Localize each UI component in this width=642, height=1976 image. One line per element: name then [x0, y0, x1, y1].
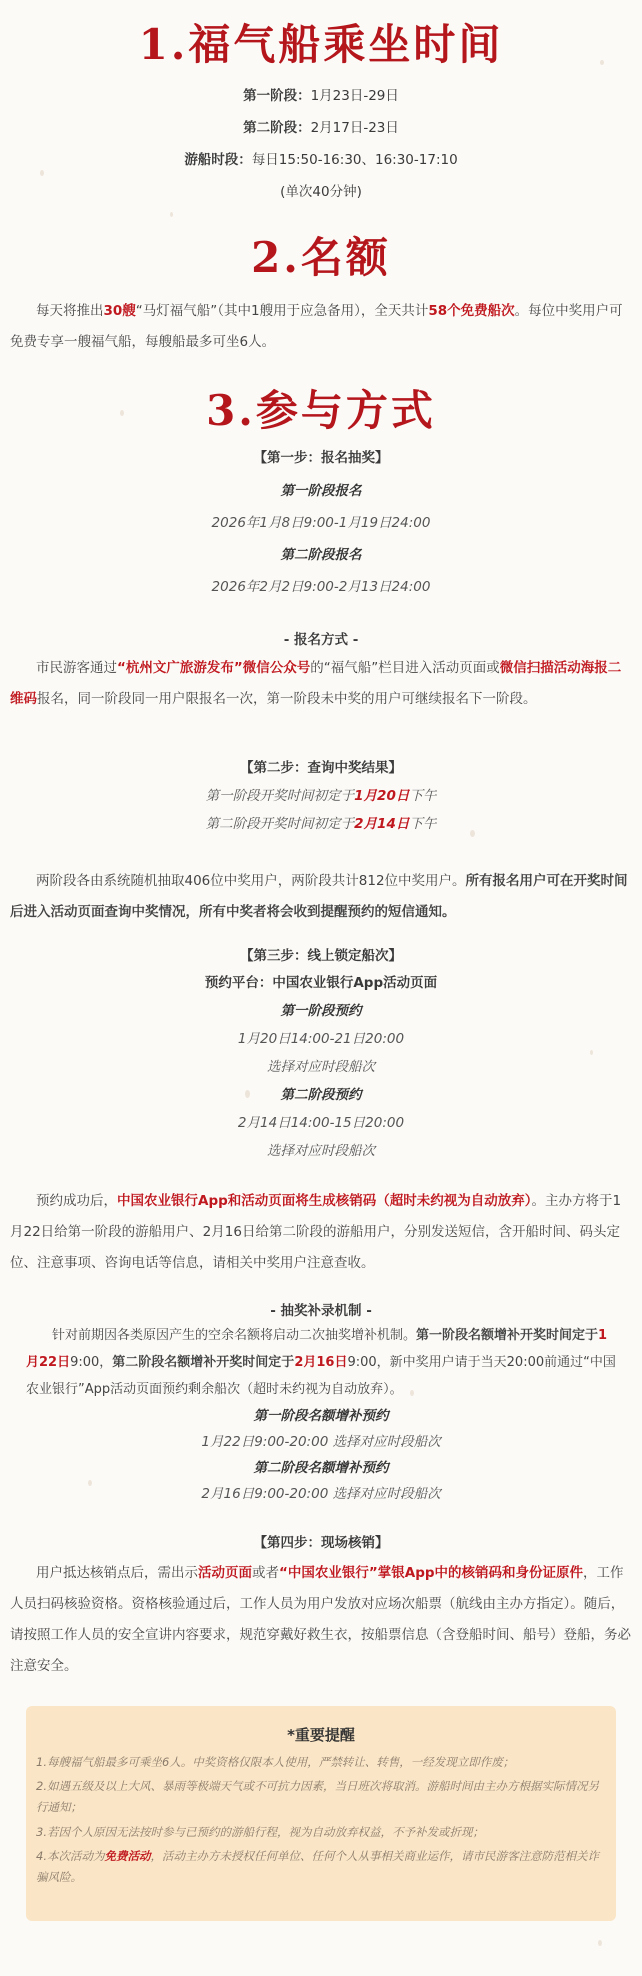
phase1-schedule: 第一阶段：1月23日-29日 — [243, 88, 399, 104]
notice-item-3: 3.若因个人原因无法按时参与已预约的游船行程，视为自动放弃权益，不予补发或折现； — [36, 1825, 484, 1839]
reg-phase2-title: 第二阶段报名 — [280, 547, 362, 563]
reg-method-title: - 报名方式 - — [283, 632, 359, 648]
reg-method-paragraph: 市民游客通过“杭州文广旅游发布”微信公众号的“福气船”栏目进入活动页面或微信扫描活动海报二维码报名，同一阶段同一用户限报名一次，第一阶段未中奖的用户可继续报名下一阶段。 — [10, 660, 622, 707]
section-title-schedule: 1.福气船乘坐时间 — [138, 20, 504, 69]
notice-item-2: 2.如遇五级及以上大风、暴雨等极端天气或不可抗力因素，当日班次将取消。游船时间由主办方根据实际情况另行通知； — [36, 1779, 599, 1814]
booking-success-paragraph: 预约成功后，中国农业银行App和活动页面将生成核销码（超时未约视为自动放弃）。主办方将于1月22日给第一阶段的游船用户、2月16日给第二阶段的游船用户，分别发送短信，含开船时间、码头定位、注意事项、咨询电话等信息，请相关中奖用户注意查收。 — [10, 1193, 622, 1271]
booking-platform: 预约平台：中国农业银行App活动页面 — [204, 975, 438, 991]
section-title-participation: 3.参与方式 — [206, 386, 436, 435]
cruise-slots: 游船时段：每日15:50-16:30、16:30-17:10 — [184, 152, 458, 168]
draw-phase2: 第二阶段开奖时间初定于2月14日下午 — [205, 816, 437, 832]
makeup-phase2-title: 第二阶段名额增补预约 — [253, 1460, 389, 1476]
notice-item-1: 1.每艘福气船最多可乘坐6人。中奖资格仅限本人使用，严禁转让、转售，一经发现立即作废； — [36, 1755, 515, 1769]
booking-phase2-title: 第二阶段预约 — [280, 1087, 362, 1103]
step1-heading: 【第一步：报名抽奖】 — [253, 450, 389, 466]
reg-phase1-title: 第一阶段报名 — [280, 483, 362, 499]
verification-paragraph: 用户抵达核销点后，需出示活动页面或者“中国农业银行”掌银App中的核销码和身份证原件，工作人员扫码核验资格。资格核验通过后，工作人员为用户发放对应场次船票（航线由主办方指定）。随后，请按照工作人员的安全宣讲内容要求，规范穿戴好救生衣，按船票信息（含登船时间、船号）登船，务必注意安全。 — [10, 1565, 631, 1674]
booking-phase1-time: 1月20日14:00-21日20:00 — [237, 1031, 405, 1047]
winners-paragraph: 两阶段各由系统随机抽取406位中奖用户，两阶段共计812位中奖用户。所有报名用户可在开奖时间后进入活动页面查询中奖情况，所有中奖者将会收到提醒预约的短信通知。 — [10, 873, 628, 920]
important-notice-box — [26, 1706, 616, 1921]
reg-phase1-time: 2026年1月8日9:00-1月19日24:00 — [211, 515, 431, 531]
decor-speck — [590, 1050, 593, 1055]
booking-phase2-note: 选择对应时段船次 — [267, 1143, 375, 1159]
step4-heading: 【第四步：现场核销】 — [253, 1535, 389, 1551]
makeup-title: - 抽奖补录机制 - — [270, 1303, 372, 1319]
phase2-schedule: 第二阶段：2月17日-23日 — [243, 120, 399, 136]
decor-speck — [598, 1940, 602, 1946]
draw-phase1: 第一阶段开奖时间初定于1月20日下午 — [205, 788, 437, 804]
booking-phase1-title: 第一阶段预约 — [280, 1003, 362, 1019]
notice-item-4: 4.本次活动为免费活动，活动主办方未授权任何单位、任何个人从事相关商业运作，请市民游客注意防范相关诈骗风险。 — [36, 1849, 599, 1884]
makeup-phase1-title: 第一阶段名额增补预约 — [253, 1408, 389, 1424]
reg-phase2-time: 2026年2月2日9:00-2月13日24:00 — [211, 579, 431, 595]
step2-heading: 【第二步：查询中奖结果】 — [240, 760, 402, 776]
makeup-phase1-time: 1月22日9:00-20:00 选择对应时段船次 — [201, 1434, 441, 1450]
decor-speck — [170, 212, 173, 217]
makeup-paragraph: 针对前期因各类原因产生的空余名额将启动二次抽奖增补机制。第一阶段名额增补开奖时间定于1月22日9:00，第二阶段名额增补开奖时间定于2月16日9:00，新中奖用户请于当天20:00前通过“中国农业银行”App活动页面预约剩余船次（超时未约视为自动放弃）。 — [26, 1328, 616, 1397]
quota-paragraph: 每天将推出30艘“马灯福气船”（其中1艘用于应急备用），全天共计58个免费船次。每位中奖用户可免费专享一艘福气船，每艘船最多可坐6人。 — [10, 303, 623, 350]
booking-phase1-note: 选择对应时段船次 — [267, 1059, 375, 1075]
step3-heading: 【第三步：线上锁定船次】 — [240, 948, 402, 964]
decor-speck — [40, 170, 44, 176]
section-title-quota: 2.名额 — [251, 233, 391, 282]
notice-title: *重要提醒 — [287, 1726, 355, 1744]
makeup-phase2-time: 2月16日9:00-20:00 选择对应时段船次 — [201, 1486, 441, 1502]
ride-duration: (单次40分钟) — [280, 184, 362, 200]
booking-phase2-time: 2月14日14:00-15日20:00 — [237, 1115, 405, 1131]
